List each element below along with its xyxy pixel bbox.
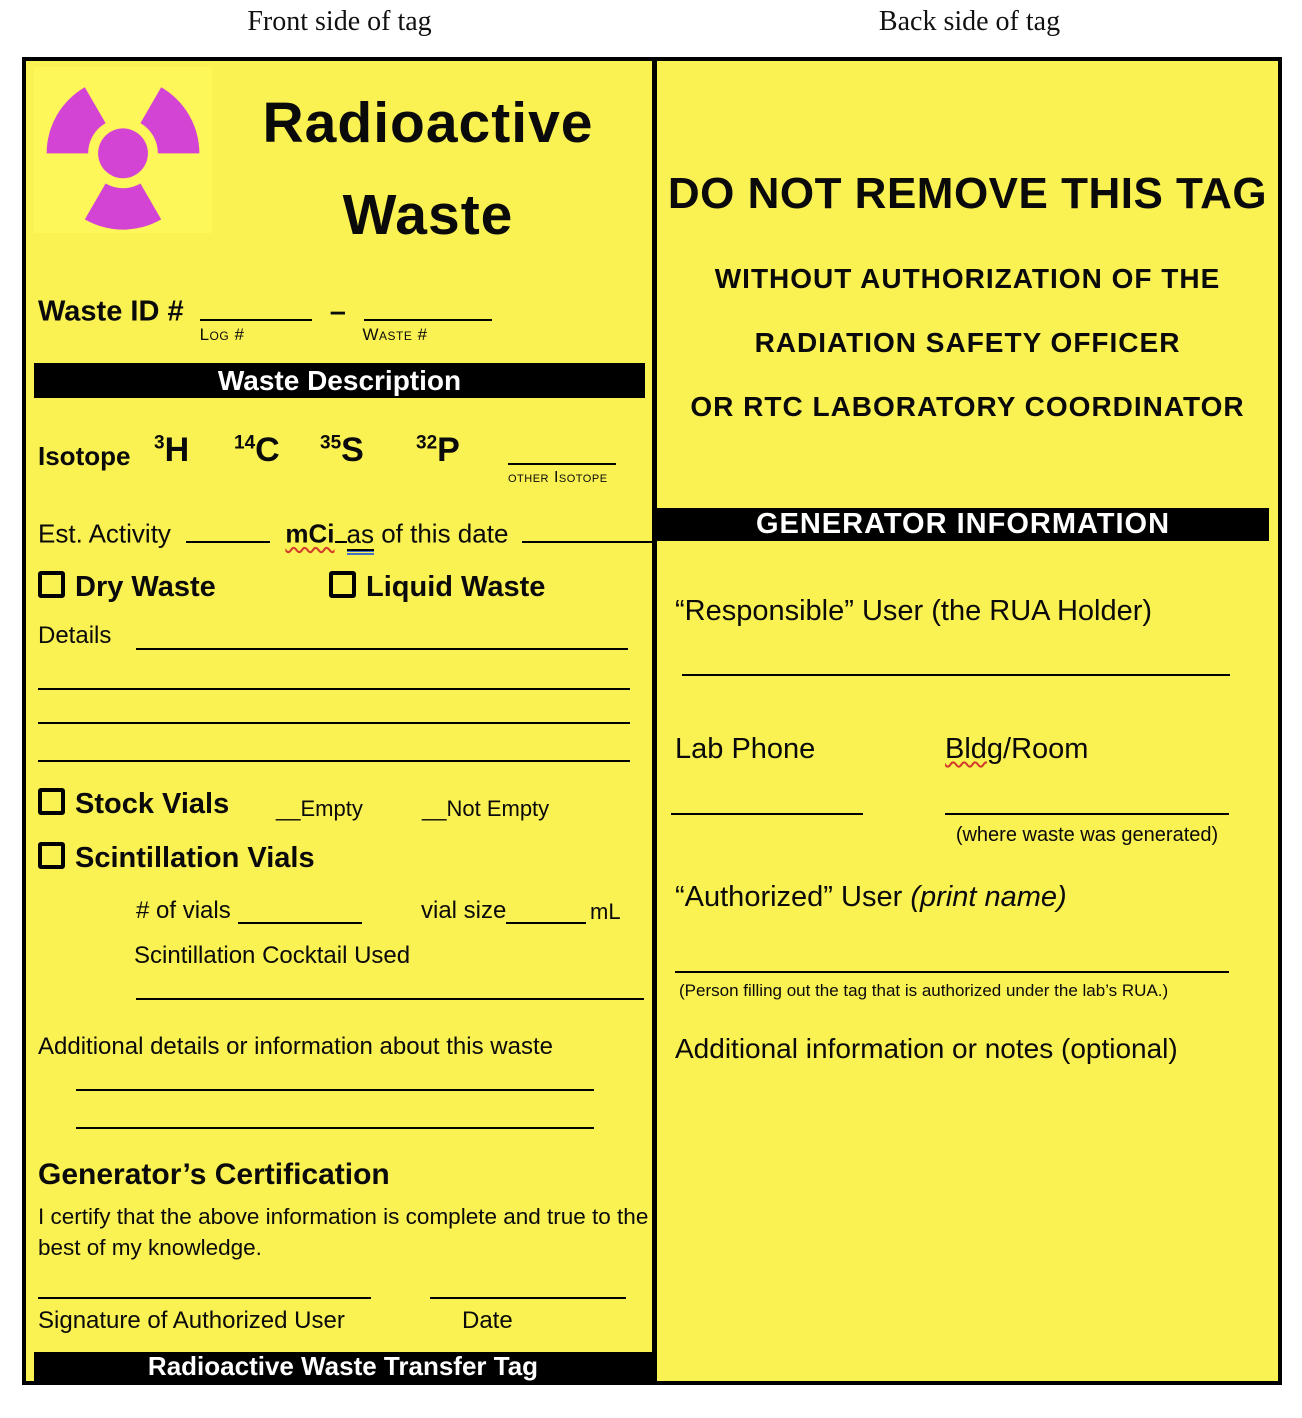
isotope-mass: 3 <box>154 432 165 454</box>
activity-unit-label: mCi <box>285 518 335 549</box>
num-vials-blank[interactable] <box>238 922 362 924</box>
generator-information-section-bar: GENERATOR INFORMATION <box>657 508 1269 541</box>
isotope-mass: 14 <box>234 432 256 454</box>
isotope-mass: 32 <box>416 432 438 454</box>
authorized-user-blank[interactable] <box>675 971 1229 973</box>
authorized-user-text: “Authorized” User <box>675 881 903 913</box>
liquid-waste-checkbox[interactable] <box>329 571 356 598</box>
footer-bar: Radioactive Waste Transfer Tag <box>34 1352 652 1381</box>
scintillation-vials-option <box>38 842 315 875</box>
vial-size-label: vial size <box>421 897 507 924</box>
details-line-1[interactable] <box>136 648 628 650</box>
date-label: Date <box>462 1307 513 1334</box>
details-label: Details <box>38 622 112 649</box>
back-side-caption: Back side of tag <box>878 6 1061 37</box>
isotope-mass: 35 <box>320 432 342 454</box>
responsible-user-blank[interactable] <box>682 674 1230 676</box>
activity-date-blank[interactable] <box>522 516 654 543</box>
num-vials-label: # of vials <box>136 897 231 924</box>
bldg-room-label <box>945 733 1088 766</box>
isotope-symbol: C <box>255 431 280 469</box>
stock-vials-checkbox[interactable] <box>38 788 65 815</box>
isotope-label: Isotope <box>38 441 131 471</box>
dry-waste-option <box>38 571 216 604</box>
scintillation-vials-checkbox[interactable] <box>38 842 65 869</box>
isotope-option-32P[interactable] <box>416 431 460 470</box>
certification-body: I certify that the above information is complete and true to the best of my knowledge. <box>38 1204 649 1260</box>
cocktail-blank[interactable] <box>136 998 644 1000</box>
details-line-4[interactable] <box>38 760 630 762</box>
dry-waste-label: Dry Waste <box>75 571 216 603</box>
bldg-word: Bldg <box>945 733 1004 765</box>
lab-phone-blank[interactable] <box>671 813 863 815</box>
front-side-caption: Front side of tag <box>247 6 432 37</box>
stock-vials-empty-option[interactable]: __Empty <box>276 796 363 821</box>
cocktail-label: Scintillation Cocktail Used <box>134 942 411 969</box>
waste-description-section-bar: Waste Description <box>34 363 645 398</box>
liquid-waste-option <box>329 571 545 604</box>
tag-title-line2: Waste <box>342 183 514 247</box>
additional-details-label: Additional details or information about this waste <box>38 1033 553 1060</box>
waste-id-dash: – <box>329 295 346 328</box>
authorized-user-label <box>675 881 1067 914</box>
waste-number-blank[interactable] <box>364 291 492 321</box>
date-blank[interactable] <box>430 1297 626 1299</box>
activity-gap-blank <box>335 516 347 543</box>
stock-vials-not-empty-option[interactable]: __Not Empty <box>422 796 550 821</box>
liquid-waste-label: Liquid Waste <box>366 571 546 603</box>
waste-id-row <box>38 291 492 329</box>
additional-details-line-1[interactable] <box>76 1089 594 1091</box>
log-number-label: Log # <box>199 325 245 344</box>
signature-label: Signature of Authorized User <box>38 1307 345 1334</box>
stock-vials-label: Stock Vials <box>75 788 230 820</box>
where-generated-note: (where waste was generated) <box>955 824 1219 846</box>
warning-line-1: DO NOT REMOVE THIS TAG <box>667 169 1268 218</box>
waste-id-label: Waste ID # <box>38 295 184 328</box>
isotope-symbol: H <box>164 431 190 469</box>
vial-size-unit-label: mL <box>590 899 621 924</box>
dry-waste-checkbox[interactable] <box>38 571 65 598</box>
activity-value-blank[interactable] <box>186 516 270 543</box>
of-this-date-label: of this date <box>381 518 509 549</box>
est-activity-label: Est. Activity <box>38 518 171 549</box>
tag-back-panel <box>657 57 1282 1385</box>
stock-vials-option <box>38 788 229 821</box>
as-word: as <box>346 518 374 549</box>
details-line-2[interactable] <box>38 688 630 690</box>
warning-line-2: WITHOUT AUTHORIZATION OF THE <box>714 263 1221 294</box>
details-line-3[interactable] <box>38 722 630 724</box>
other-isotope-label: other Isotope <box>508 469 608 486</box>
warning-line-3: RADIATION SAFETY OFFICER <box>754 327 1181 358</box>
signature-blank[interactable] <box>38 1297 371 1299</box>
waste-number-label: Waste # <box>362 325 428 344</box>
scintillation-vials-label: Scintillation Vials <box>75 842 315 874</box>
bldg-room-blank[interactable] <box>945 813 1229 815</box>
warning-line-4: OR RTC LABORATORY COORDINATOR <box>690 391 1245 422</box>
print-name-hint: (print name) <box>910 881 1067 913</box>
responsible-user-label: “Responsible” User (the RUA Holder) <box>675 595 1153 627</box>
activity-row <box>38 516 654 555</box>
isotope-option-14C[interactable] <box>234 431 280 470</box>
lab-phone-label: Lab Phone <box>675 733 816 765</box>
authorized-person-note: (Person filling out the tag that is authorized under the lab’s RUA.) <box>679 981 1169 1000</box>
radiation-symbol-box <box>34 67 212 233</box>
log-number-blank[interactable] <box>200 291 312 321</box>
isotope-option-35S[interactable] <box>320 431 364 470</box>
additional-details-line-2[interactable] <box>76 1127 594 1129</box>
isotope-option-3H[interactable] <box>154 431 189 470</box>
vial-size-blank[interactable] <box>506 922 586 924</box>
radiation-trefoil-icon <box>34 67 212 233</box>
isotope-symbol: P <box>437 431 460 469</box>
tag-title-line1: Radioactive <box>262 91 594 155</box>
tag-title <box>212 77 644 261</box>
isotope-symbol: S <box>341 431 364 469</box>
certification-heading: Generator’s Certification <box>38 1158 390 1191</box>
room-word: /Room <box>1003 733 1089 765</box>
tag-front-panel <box>22 57 657 1385</box>
additional-notes-label: Additional information or notes (optional) <box>675 1033 1178 1064</box>
other-isotope-blank[interactable] <box>508 463 616 465</box>
